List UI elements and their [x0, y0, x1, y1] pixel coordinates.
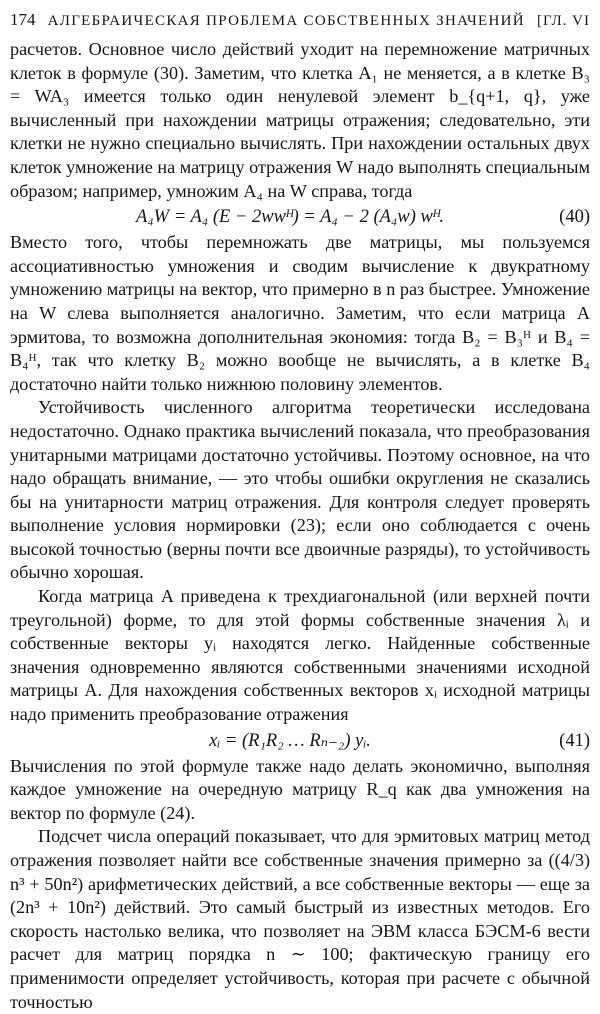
paragraph-6: Подсчет числа операций показывает, что для эрмитовых матриц метод отражения позволяет найти все собственные значения примерно за ((4/3) n³ + 50n²) арифметических действий, а все собственные векторы — еще за (2n³ + 10n²) действий. Это самый быстрый из известных методов. Его скорость настолько велика, что позволяет на ЭВМ класса БЭСМ-6 вести расчет для матриц порядка n ∼ 100; фактическую границу его применимости определяет устойчивость, которая при расчете с обычной точностью — [10, 826, 590, 1012]
paragraph-3: Устойчивость численного алгоритма теоретически исследована недостаточно. Однако практика вычислений показала, что преобразования унитарными матрицами достаточно устойчивы. Поэтому основное, на что надо обращать внимание, — это чтобы ошибки округления не сказались бы на унитарности матриц отражения. Для контроля следует проверять выполнение условия нормировки (23); если оно соблюдается с очень высокой точностью (верны почти все двоичные разряды), то устойчивость обычно хорошая. — [10, 397, 590, 583]
chapter-label: [ГЛ. VI — [536, 13, 590, 29]
paragraph-1: расчетов. Основное число действий уходит на перемножение матричных клеток в формуле (30). Заметим, что клетка A₁ не меняется, а в клетке B₃ = WA₃ имеется только один ненулевой элемент b_{q+1, q}, уже вычисленный при нахождении матрицы отражения; следовательно, эти клетки не нужно специально вычислять. При нахождении остальных двух клеток умножение на матрицу отражения W надо выполнять специальным образом; например, умножим A₄ на W справа, тогда — [10, 39, 590, 201]
paragraph-4: Когда матрица A приведена к трехдиагональной (или верхней почти треугольной) форме, то для этой формы собственные значения λᵢ и собственные векторы yᵢ находятся легко. Найденные собственные значения одновременно являются собственными значениями исходной матрицы A. Для нахождения собственных векторов xᵢ исходной матрицы надо применить преобразование отражения — [10, 586, 590, 725]
formula-41-expression: xᵢ = (R₁R₂ … Rₙ₋₂) yᵢ. — [209, 730, 371, 751]
running-title: АЛГЕБРАИЧЕСКАЯ ПРОБЛЕМА СОБСТВЕННЫХ ЗНАЧЕНИЙ — [47, 13, 525, 29]
formula-41-number: (41) — [559, 730, 590, 751]
page-number: 174 — [10, 10, 36, 29]
paragraph-5: Вычисления по этой формуле также надо делать экономично, выполняя каждое умножение на очередную матрицу R_q как два умножения на вектор по формуле (24). — [10, 755, 590, 823]
page-header — [10, 10, 590, 38]
paragraph-2: Вместо того, чтобы перемножать две матрицы, мы пользуемся ассоциативностью умножения и сводим вычисление к двукратному умножению матрицы на вектор, что примерно в n раз быстрее. Умножение на W слева выполняется аналогично. Заметим, что если матрица A эрмитова, то возможна дополнительная экономия: тогда B₂ = B₃ᴴ и B₄ = B₄ᴴ, так что клетку B₂ можно вообще не вычислять, а в клетке B₄ достаточно найти только нижнюю половину элементов. — [10, 232, 590, 394]
formula-40 — [10, 203, 590, 231]
formula-41 — [10, 727, 590, 755]
formula-40-expression: A₄W = A₄ (E − 2wwᴴ) = A₄ − 2 (A₄w) wᴴ. — [135, 207, 445, 228]
formula-40-number: (40) — [559, 207, 590, 228]
